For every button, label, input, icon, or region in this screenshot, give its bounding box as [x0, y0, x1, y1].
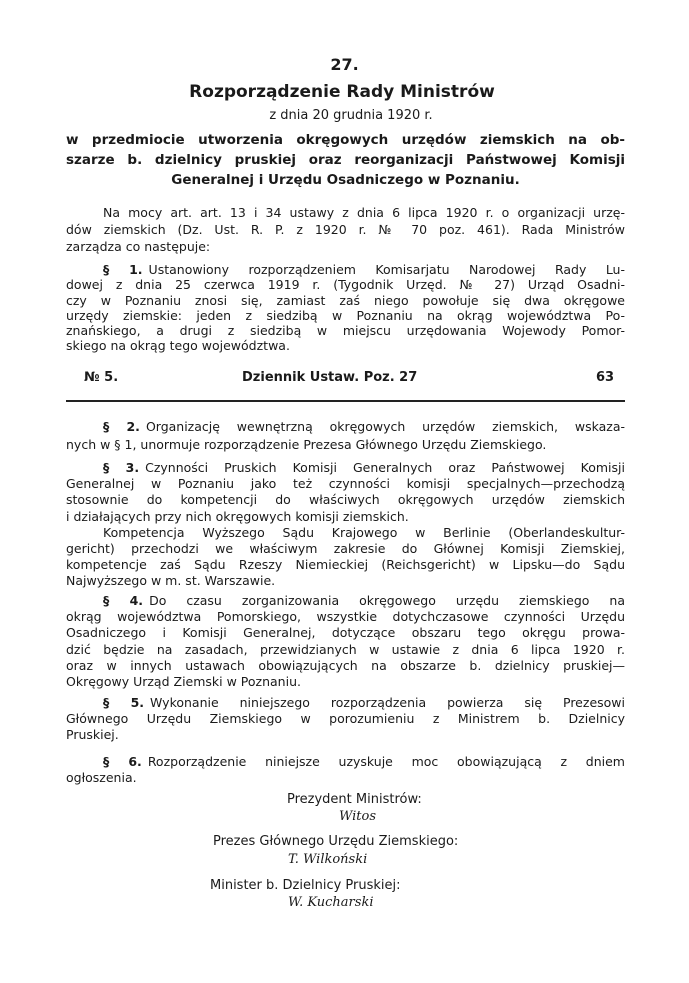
running-header-title: Dziennik Ustaw. Poz. 27: [242, 370, 418, 385]
text-line: [66, 277, 625, 292]
line-text: Na mocy art. art. 13 i 34 ustawy z dnia 6 lipca 1920 r. o organizacji urzę-: [103, 205, 625, 220]
line-text: Organizację wewnętrzną okręgowych urzędów ziemskich, wskaza-: [145, 419, 625, 434]
line-text: Wykonanie niniejszego rozporządzenia powierza się Prezesowi: [150, 695, 625, 710]
section-number: § 1.: [103, 262, 143, 277]
text-line: [66, 130, 625, 150]
line-text: okrąg województwa Pomorskiego, wszystkie dotychczasowe czynności Urzędu: [66, 609, 625, 625]
line-text: Okręgowy Urząd Ziemski w Poznaniu.: [66, 673, 301, 689]
section-1: [66, 262, 625, 354]
header-rule: [66, 400, 625, 402]
text-line: [66, 541, 625, 557]
text-line: [66, 658, 625, 674]
line-text: dzić będzie na zasadach, przewidzianych w ustawie z dnia 6 lipca 1920 r.: [66, 641, 625, 657]
issue-number: № 5.: [84, 370, 119, 385]
line-text: Generalnej w Poznaniu jako też czynności komisji specjalnych—przechodzą: [66, 476, 625, 492]
signature-name-land-office: T. Wilkoński: [288, 852, 368, 867]
text-line: [66, 262, 625, 277]
signature-role-prime-minister: Prezydent Ministrów:: [287, 792, 422, 807]
text-line: [66, 150, 625, 170]
signature-role-minister-prussian-district: Minister b. Dzielnicy Pruskiej:: [210, 878, 401, 893]
text-line: [66, 625, 625, 641]
line-text: stosownie do kompetencji do właściwych okręgowych urzędów ziemskich: [66, 492, 625, 508]
text-line: [66, 770, 625, 786]
line-text: kompetencje zaś Sądu Rzeszy Niemieckiej (Reichsgericht) w Lipsku—do Sądu: [66, 557, 625, 573]
document-date: z dnia 20 grudnia 1920 r.: [269, 108, 433, 123]
text-line: [66, 308, 625, 323]
text-line: [66, 204, 625, 221]
text-line: [66, 293, 625, 308]
line-text: Czynności Pruskich Komisji Generalnych oraz Państwowej Komisji: [145, 460, 625, 475]
text-line: [66, 492, 625, 508]
signature-name-prime-minister: Witos: [339, 809, 377, 824]
line-text: nych w § 1, unormuje rozporządzenie Prezesa Głównego Urzędu Ziemskiego.: [66, 437, 547, 452]
section-4: [66, 593, 625, 690]
line-text: i działających przy nich okręgowych komisji ziemskich.: [66, 508, 409, 524]
text-line: [66, 338, 625, 353]
text-line: [66, 238, 625, 255]
line-text: Pruskiej.: [66, 727, 119, 743]
text-line: [66, 695, 625, 711]
line-text: zarządza co następuje:: [66, 239, 211, 254]
text-line: [66, 323, 625, 338]
section-number: § 4.: [103, 593, 144, 608]
line-text: Głównego Urzędu Ziemskiego w porozumieniu z Ministrem b. Dzielnicy: [66, 711, 625, 727]
section-5: [66, 695, 625, 744]
document-title: Rozporządzenie Rady Ministrów: [189, 82, 495, 102]
line-text: znańskiego, a drugi z siedzibą w miejscu urzędowania Wojewody Pomor-: [66, 323, 625, 339]
text-line: [66, 460, 625, 476]
section-2: [66, 418, 625, 454]
text-line: [66, 418, 625, 436]
line-text: dowej z dnia 25 czerwca 1919 r. (Tygodnik Urzęd. № 27) Urząd Osadni-: [66, 277, 625, 293]
line-text: skiego na okrąg tego województwa.: [66, 338, 290, 354]
line-text: oraz w innych ustawach obowiązujących na obszarze b. dzielnicy pruskiej—: [66, 657, 625, 673]
text-line: [66, 711, 625, 727]
section-3-continued: [66, 525, 625, 590]
text-line: [66, 221, 625, 238]
line-text: urzędy ziemskie: jeden z siedzibą w Poznaniu na okrąg województwa Po-: [66, 307, 625, 323]
section-number: § 6.: [103, 754, 142, 769]
line-text: czy w Poznaniu znosi się, zamiast zaś niego powołuje się dwa okręgowe: [66, 292, 625, 308]
subject-heading: [66, 130, 625, 190]
text-line: [66, 727, 625, 743]
text-line: [66, 525, 625, 541]
act-number: 27.: [330, 55, 359, 74]
line-text: ogłoszenia.: [66, 770, 137, 786]
line-text: szarze b. dzielnicy pruskiej oraz reorganizacji Państwowej Komisji: [66, 152, 625, 168]
text-line: [66, 642, 625, 658]
line-text: Osadniczego i Komisji Generalnej, dotyczące obszaru tego okręgu prowa-: [66, 625, 625, 641]
section-number: § 2.: [103, 419, 140, 434]
preamble: [66, 204, 625, 255]
line-text: w przedmiocie utworzenia okręgowych urzędów ziemskich na ob-: [66, 132, 625, 148]
line-text: Najwyższego w m. st. Warszawie.: [66, 573, 276, 589]
line-text: Ustanowiony rozporządzeniem Komisarjatu Narodowej Rady Lu-: [148, 262, 625, 277]
text-line: [66, 557, 625, 573]
text-line: [66, 593, 625, 609]
line-text: gericht) przechodzi we właściwym zakresie do Głównej Komisji Ziemskiej,: [66, 540, 625, 556]
text-line: [66, 754, 625, 770]
text-line: [66, 476, 625, 492]
text-line: [66, 509, 625, 525]
text-line: [66, 170, 625, 190]
text-line: [66, 573, 625, 589]
section-number: § 3.: [103, 460, 140, 475]
signature-name-minister-prussian-district: W. Kucharski: [288, 895, 374, 910]
line-text: Rozporządzenie niniejsze uzyskuje moc obowiązującą z dniem: [147, 754, 625, 769]
line-text: Do czasu zorganizowania okręgowego urzędu ziemskiego na: [149, 593, 625, 608]
section-number: § 5.: [103, 695, 145, 710]
signature-role-land-office: Prezes Głównego Urzędu Ziemskiego:: [213, 834, 459, 849]
text-line: [66, 674, 625, 690]
line-text: Generalnej i Urzędu Osadniczego w Poznaniu.: [171, 172, 520, 188]
text-line: [66, 609, 625, 625]
text-line: [66, 436, 625, 454]
page-number: 63: [596, 370, 615, 385]
line-text: Kompetencja Wyższego Sądu Krajowego w Berlinie (Oberlandeskultur-: [103, 524, 625, 540]
line-text: dów ziemskich (Dz. Ust. R. P. z 1920 r. № 70 poz. 461). Rada Ministrów: [66, 222, 625, 237]
section-6: [66, 754, 625, 786]
section-3: [66, 460, 625, 525]
